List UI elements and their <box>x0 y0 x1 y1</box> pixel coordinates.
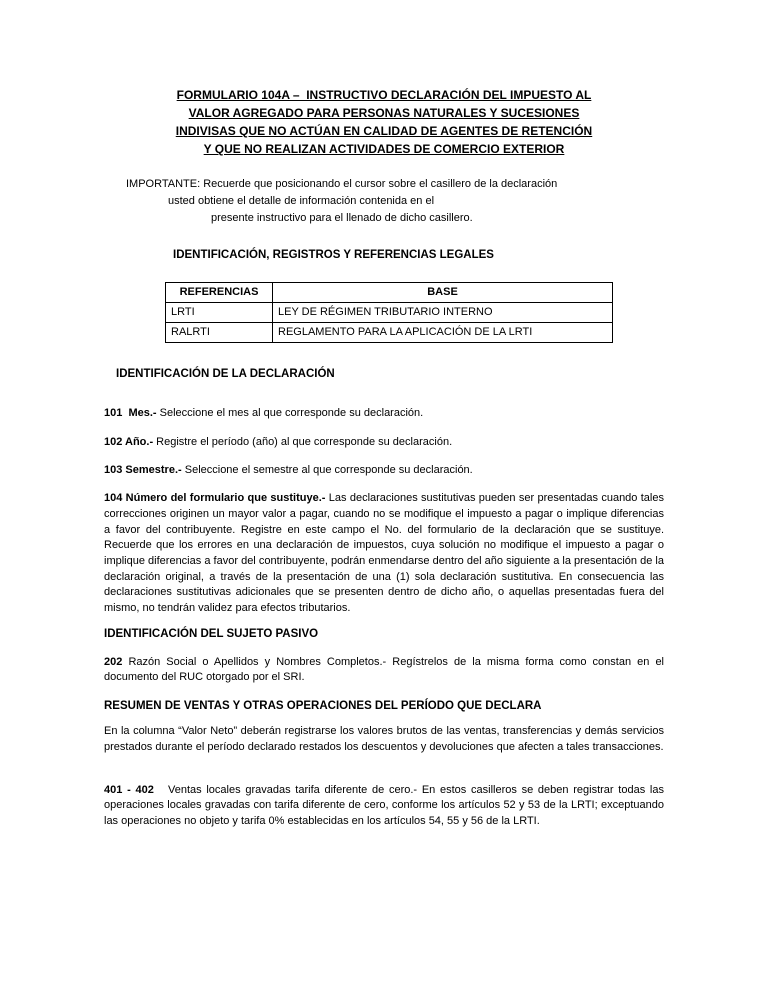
item-101 <box>104 406 664 422</box>
item-102-text: Registre el período (año) al que corresponde su declaración. <box>156 435 453 448</box>
item-401-402-label: 401 - 402 <box>104 783 164 796</box>
table-header-referencias: REFERENCIAS <box>166 283 273 303</box>
section-heading-identificacion-declaracion: IDENTIFICACIÓN DE LA DECLARACIÓN <box>116 368 335 380</box>
item-202 <box>104 655 664 686</box>
section-heading-resumen-ventas: RESUMEN DE VENTAS Y OTRAS OPERACIONES DEL PERÍODO QUE DECLARA <box>104 700 542 713</box>
item-104 <box>104 491 664 617</box>
item-104-label: 104 Número del formulario que sustituye.- <box>104 492 326 505</box>
references-table <box>165 282 613 343</box>
table-row <box>166 323 613 343</box>
table-header-row <box>166 283 613 303</box>
item-401-402 <box>104 783 664 830</box>
item-202-text: Razón Social o Apellidos y Nombres Completos.- Regístrelos de la misma forma como constan en el documento del RUC otorgado por el SRI. <box>104 655 664 684</box>
item-103-text: Seleccione el semestre al que corresponde su declaración. <box>184 464 473 477</box>
item-104-text: Las declaraciones sustitutivas pueden ser presentadas cuando tales correcciones originen un mayor valor a pagar, cuando no se modifique el impuesto a pagar o implique diferencias a favor del contribuyente. Registre en este campo el No. del formulario de la declaración que se sustituye. Recuerde que los errores en una declaración de impuestos, cuya solución no modifique el impuesto a pagar o implique diferencias a favor del contribuyente, podrán enmendarse dentro del año siguiente a la presentación de la declaración original, a través de la presentación de una (1) sola declaración sustitutiva. En consecuencia las declaraciones sustitutivas adicionales que se presenten dentro de dicho año, o aquellas presentadas fuera del mismo, no tendrán validez para efectos tributarios. <box>104 492 664 615</box>
importante-line: usted obtiene el detalle de información contenida en el <box>168 195 435 207</box>
document-title-line: INDIVISAS QUE NO ACTÚAN EN CALIDAD DE AGENTES DE RETENCIÓN <box>175 124 593 138</box>
item-401-402-text: Ventas locales gravadas tarifa diferente de cero.- En estos casilleros se deben registrar todas las operaciones locales gravadas con tarifa diferente de cero, conforme los artículos 52 y 53 de la LRTI; exceptuando las operaciones no objeto y tarifa 0% establecidas en los artículos 54, 55 y 56 de la LRTI. <box>104 783 664 827</box>
importante-note <box>104 176 664 227</box>
document-title-line: VALOR AGREGADO PARA PERSONAS NATURALES Y SUCESIONES <box>188 106 580 120</box>
document-title-line: Y QUE NO REALIZAN ACTIVIDADES DE COMERCIO EXTERIOR <box>203 142 565 156</box>
importante-line: presente instructivo para el llenado de dicho casillero. <box>211 212 473 224</box>
importante-line: IMPORTANTE: Recuerde que posicionando el cursor sobre el casillero de la declaración <box>126 178 558 190</box>
item-101-label: 101 Mes.- <box>104 407 157 419</box>
section-heading-sujeto-pasivo: IDENTIFICACIÓN DEL SUJETO PASIVO <box>104 627 319 640</box>
table-cell-base: REGLAMENTO PARA LA APLICACIÓN DE LA LRTI <box>273 323 613 343</box>
table-cell-base: LEY DE RÉGIMEN TRIBUTARIO INTERNO <box>273 303 613 323</box>
table-header-base: BASE <box>273 283 613 303</box>
document-title <box>104 86 664 158</box>
table-cell-ref: LRTI <box>166 303 273 323</box>
item-102 <box>104 435 664 451</box>
paragraph-valor-neto: En la columna “Valor Neto” deberán registrarse los valores brutos de las ventas, transferencias y demás servicios prestados durante el período declarado restados los descuentos y devoluciones que afecten a tales transacciones. <box>104 725 664 753</box>
table-row <box>166 303 613 323</box>
item-102-label: 102 Año.- <box>104 435 154 448</box>
item-103 <box>104 463 664 479</box>
item-202-label: 202 <box>104 655 123 668</box>
table-cell-ref: RALRTI <box>166 323 273 343</box>
item-103-label: 103 Semestre.- <box>104 464 182 477</box>
item-101-text: Seleccione el mes al que corresponde su declaración. <box>159 407 424 419</box>
document-title-line: FORMULARIO 104A – INSTRUCTIVO DECLARACIÓN DEL IMPUESTO AL <box>176 88 592 102</box>
section-heading-referencias-legales: IDENTIFICACIÓN, REGISTROS Y REFERENCIAS LEGALES <box>173 249 494 261</box>
